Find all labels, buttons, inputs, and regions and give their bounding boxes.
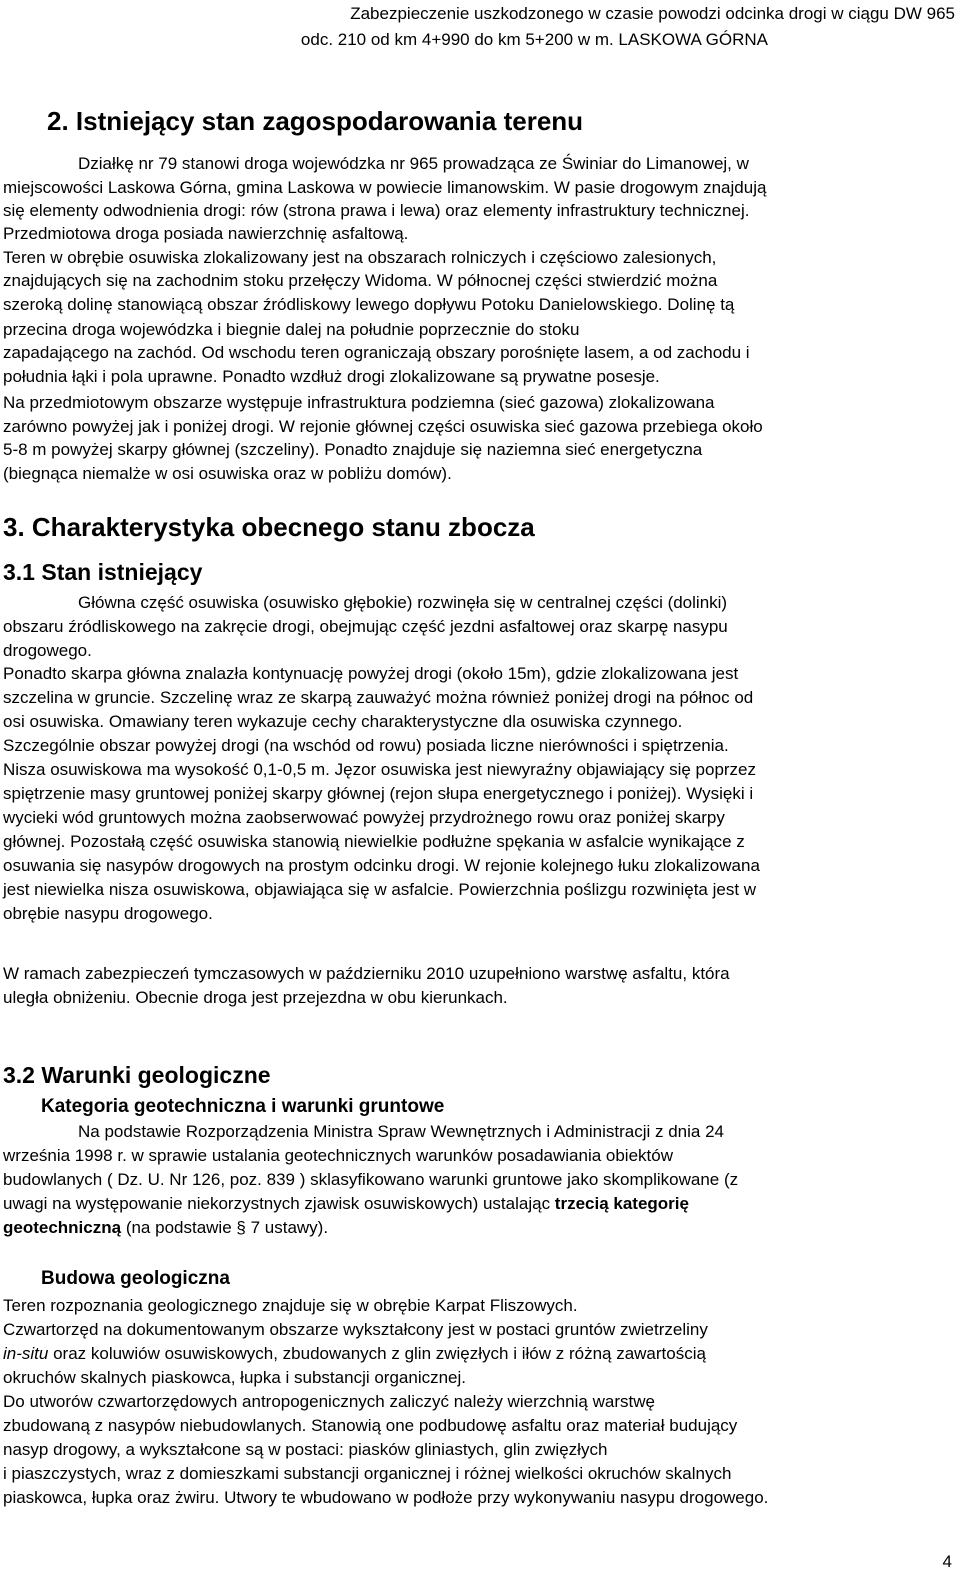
- category-title: Kategoria geotechniczna i warunki gruntowe: [41, 1096, 445, 1117]
- s2-line: zarówno powyżej jak i poniżej drogi. W rejonie głównej części osuwiska sieć gazowa przebiega około: [3, 417, 763, 436]
- cat-line-text: uwagi na występowanie niekorzystnych zjawisk osuwiskowych) ustalając: [3, 1194, 555, 1213]
- cat-line: [3, 1217, 328, 1239]
- geo-line: piaskowca, łupka oraz żwiru. Utwory te wbudowano w podłoże przy wykonywaniu nasypu drogowego.: [3, 1488, 769, 1507]
- s2-line: 5-8 m powyżej skarpy głównej (szczeliny). Ponadto znajduje się naziemna sieć energetyczna: [3, 440, 703, 459]
- s31-line: szczelina w gruncie. Szczelinę wraz ze skarpą zauważyć można również poniżej drogi na północ od: [3, 688, 754, 707]
- s2-line: (biegnąca niemalże w osi osuwiska oraz w pobliżu domów).: [3, 464, 452, 483]
- geo-line: [3, 1343, 706, 1365]
- s31-line: uległa obniżeniu. Obecnie droga jest przejezdna w obu kierunkach.: [3, 988, 508, 1007]
- cat-line-text: (na podstawie: [121, 1218, 237, 1237]
- geo-line-text: oraz koluwiów osuwiskowych, zbudowanych z glin zwięzłych i iłów z różną zawartością: [48, 1344, 706, 1363]
- geo-line: i piaszczystych, wraz z domieszkami substancji organicznej i różnej wielkości okruchów skalnych: [3, 1464, 732, 1483]
- geo-line: nasyp drogowy, a wykształcone są w postaci: piasków gliniastych, glin zwięzłych: [3, 1440, 608, 1459]
- s2-line: się elementy odwodnienia drogi: rów (strona prawa i lewa) oraz elementy infrastruktury technicznej.: [3, 201, 750, 220]
- s31-line: głównej. Pozostałą część osuwiska stanowią niewielkie podłużne spękania w asfalcie wynikające z: [3, 832, 745, 851]
- cat-line: [3, 1193, 689, 1215]
- category-bold: trzecią kategorię: [554, 1194, 689, 1213]
- s2-line: znajdujących się na zachodnim stoku przełęczy Widoma. W północnej części stwierdzić można: [3, 271, 718, 290]
- s31-line: Główna część osuwiska (osuwisko głębokie) rozwinęła się w centralnej części (dolinki): [78, 593, 728, 612]
- paragraph-symbol: §: [236, 1218, 246, 1237]
- geo-line: Do utworów czwartorzędowych antropogenicznych zaliczyć należy wierzchnią warstwę: [3, 1392, 655, 1411]
- s31-line: obszaru źródliskowego na zakręcie drogi, obejmując część jezdni asfaltowej oraz skarpę nasypu: [3, 617, 728, 636]
- in-situ-italic: in-situ: [3, 1344, 49, 1363]
- header-line-1: Zabezpieczenie uszkodzonego w czasie powodzi odcinka drogi w ciągu DW 965: [350, 4, 955, 23]
- s2-line: Przedmiotowa droga posiada nawierzchnię asfaltową.: [3, 224, 409, 243]
- s31-line: jest niewielka nisza osuwiskowa, objawiająca się w asfalcie. Powierzchnia poślizgu rozwinięta jest w: [3, 880, 757, 899]
- cat-line: budowlanych ( Dz. U. Nr 126, poz. 839 ) sklasyfikowano warunki gruntowe jako skomplikowane (z: [3, 1170, 739, 1189]
- geo-line: okruchów skalnych piaskowca, łupka i substancji organicznej.: [3, 1368, 467, 1387]
- geology-title: Budowa geologiczna: [41, 1268, 230, 1289]
- cat-line: września 1998 r. w sprawie ustalania geotechnicznych warunków posadawiania obiektów: [3, 1146, 673, 1165]
- s31-line: Nisza osuwiskowa ma wysokość 0,1-0,5 m. Jęzor osuwiska jest niewyraźny objawiający się poprzez: [3, 760, 757, 779]
- s31-line: drogowego.: [3, 641, 92, 660]
- geo-line: Teren rozpoznania geologicznego znajduje się w obrębie Karpat Fliszowych.: [3, 1296, 578, 1315]
- s2-line: południa łąki i pola uprawne. Ponadto wzdłuż drogi zlokalizowane są prywatne posesje.: [3, 367, 660, 386]
- geo-line: zbudowaną z nasypów niebudowlanych. Stanowią one podbudowę asfaltu oraz materiał budujący: [3, 1416, 738, 1435]
- section-3-2-title: 3.2 Warunki geologiczne: [3, 1062, 271, 1088]
- s2-line: Teren w obrębie osuwiska zlokalizowany jest na obszarach rolniczych i częściowo zalesionych,: [3, 248, 717, 267]
- geo-line: Czwartorzęd na dokumentowanym obszarze wykształcony jest w postaci gruntów zwietrzeliny: [3, 1320, 708, 1339]
- s2-line: zapadającego na zachód. Od wschodu teren ograniczają obszary porośnięte lasem, a od zachodu i: [3, 343, 750, 362]
- section-3-1-title: 3.1 Stan istniejący: [3, 559, 203, 585]
- s31-line: W ramach zabezpieczeń tymczasowych w październiku 2010 uzupełniono warstwę asfaltu, która: [3, 964, 730, 983]
- section-3-title: 3. Charakterystyka obecnego stanu zbocza: [3, 512, 535, 542]
- s2-line: szeroką dolinę stanowiącą obszar źródliskowy lewego dopływu Potoku Danielowskiego. Dolinę tą: [3, 295, 735, 314]
- s31-line: obrębie nasypu drogowego.: [3, 904, 213, 923]
- s2-line: Działkę nr 79 stanowi droga wojewódzka nr 965 prowadząca ze Świniar do Limanowej, w: [78, 154, 749, 173]
- cat-line: Na podstawie Rozporządzenia Ministra Spraw Wewnętrznych i Administracji z dnia 24: [78, 1122, 724, 1141]
- section-2-title: 2. Istniejący stan zagospodarowania terenu: [47, 106, 584, 136]
- cat-line-text: 7 ustawy).: [245, 1218, 329, 1237]
- s2-line: przecina droga wojewódzka i biegnie dalej na południe poprzecznie do stoku: [3, 320, 580, 339]
- s31-line: osi osuwiska. Omawiany teren wykazuje cechy charakterystyczne dla osuwiska czynnego.: [3, 712, 683, 731]
- s31-line: Szczególnie obszar powyżej drogi (na wschód od rowu) posiada liczne nierówności i spiętrzenia.: [3, 736, 729, 755]
- page-number: 4: [942, 1552, 952, 1571]
- s31-line: Ponadto skarpa główna znalazła kontynuację powyżej drogi (około 15m), gdzie zlokalizowana jest: [3, 664, 739, 683]
- s31-line: osuwania się nasypów drogowych na prostym odcinku drogi. W rejonie kolejnego łuku zlokalizowana: [3, 856, 760, 875]
- category-bold: geotechniczną: [3, 1218, 122, 1237]
- s2-line: Na przedmiotowym obszarze występuje infrastruktura podziemna (sieć gazowa) zlokalizowana: [3, 393, 715, 412]
- s31-line: spiętrzenie masy gruntowej poniżej skarpy głównej (rejon słupa energetycznego i poniżej). Wysięki i: [3, 784, 754, 803]
- header-line-2: odc. 210 od km 4+990 do km 5+200 w m. LASKOWA GÓRNA: [300, 30, 768, 49]
- s31-line: wycieki wód gruntowych można zaobserwować powyżej przydrożnego rowu oraz poniżej skarpy: [3, 808, 725, 827]
- s2-line: miejscowości Laskowa Górna, gmina Laskowa w powiecie limanowskim. W pasie drogowym znajdują: [3, 178, 767, 197]
